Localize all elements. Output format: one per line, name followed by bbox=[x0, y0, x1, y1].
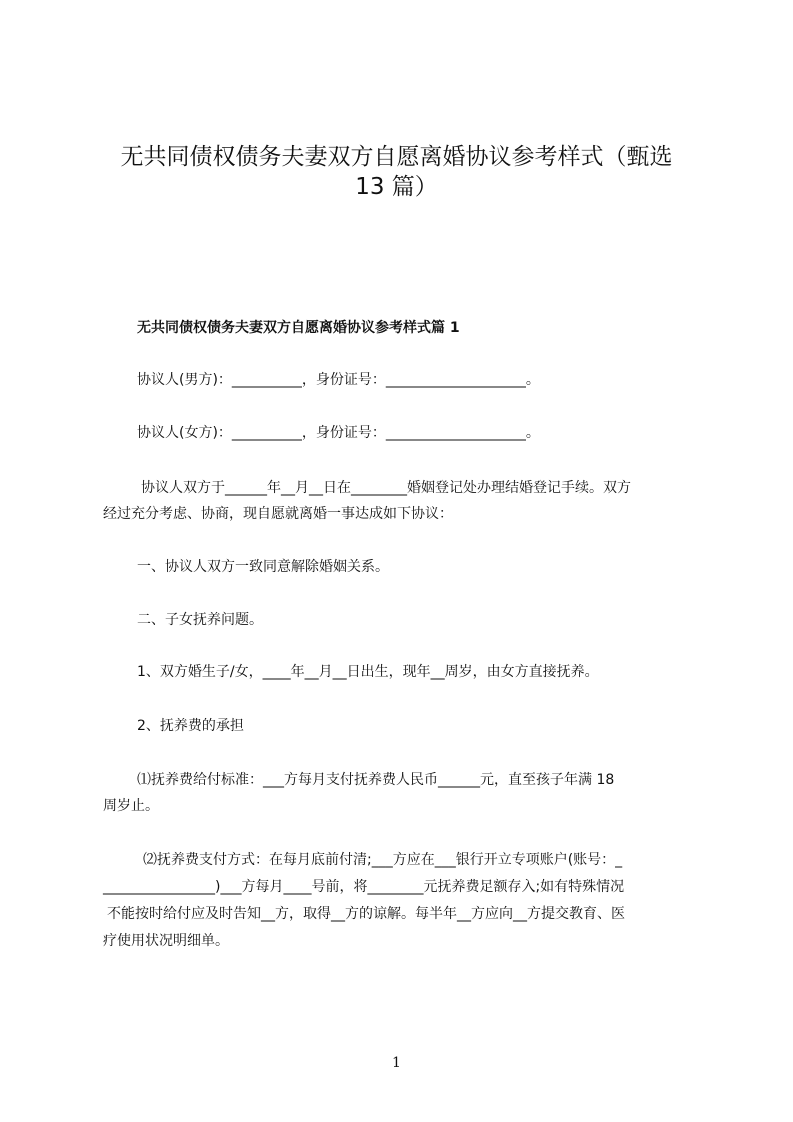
paragraph-clause-two: 二、子女抚养问题。 bbox=[137, 612, 263, 628]
paragraph-support-cost: 2、抚养费的承担 bbox=[137, 718, 244, 734]
section-heading: 无共同债权债务夫妻双方自愿离婚协议参考样式篇 1 bbox=[137, 320, 460, 336]
paragraph-support-payment-line-3: 不能按时给付应及时告知__方，取得__方的谅解。每半年__方应向__方提交教育、医 bbox=[107, 906, 625, 922]
paragraph-support-payment-line-2: ________________)___方每月____号前，将________元抚养费足额存入;如有特殊情况 bbox=[103, 879, 625, 895]
document-title-line-1: 无共同债权债务夫妻双方自愿离婚协议参考样式（甄选 bbox=[120, 144, 673, 170]
page-number: 1 bbox=[392, 1055, 401, 1071]
paragraph-male-party: 协议人(男方)：__________，身份证号：____________________。 bbox=[137, 372, 540, 388]
paragraph-marriage-registration-line-1: 协议人双方于______年__月__日在________婚姻登记处办理结婚登记手续。双方 bbox=[141, 480, 631, 496]
document-title bbox=[90, 142, 703, 202]
paragraph-child-custody: 1、双方婚生子/女，____年__月__日出生，现年__周岁，由女方直接抚养。 bbox=[137, 664, 599, 680]
paragraph-support-payment-line-4: 疗使用状况明细单。 bbox=[103, 933, 229, 949]
paragraph-support-payment-line-1: ⑵抚养费支付方式：在每月底前付清;___方应在___银行开立专项账户(账号：_ bbox=[143, 852, 623, 868]
paragraph-marriage-registration-line-2: 经过充分考虑、协商，现自愿就离婚一事达成如下协议： bbox=[103, 506, 453, 522]
paragraph-support-standard-line-2: 周岁止。 bbox=[103, 798, 159, 814]
paragraph-clause-one: 一、协议人双方一致同意解除婚姻关系。 bbox=[137, 559, 389, 575]
paragraph-female-party: 协议人(女方)：__________，身份证号：____________________。 bbox=[137, 425, 540, 441]
paragraph-support-standard-line-1: ⑴抚养费给付标准：___方每月支付抚养费人民币______元，直至孩子年满 18 bbox=[137, 772, 615, 788]
document-title-line-2: 13 篇） bbox=[355, 174, 438, 200]
